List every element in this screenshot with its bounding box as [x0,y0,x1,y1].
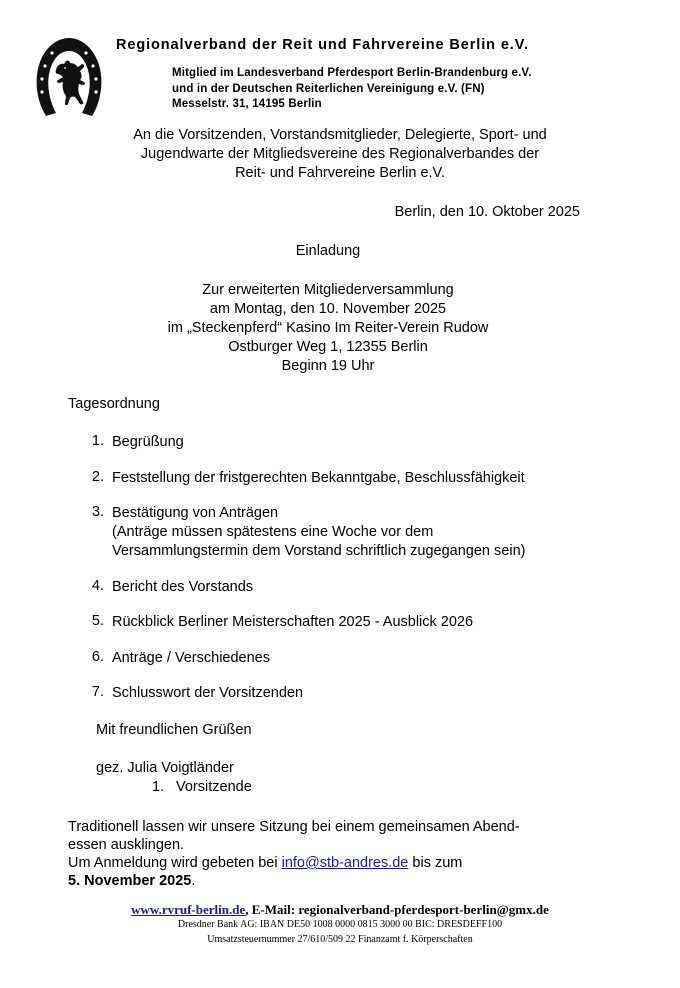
agenda-item: Anträge / Verschiedenes [112,650,270,666]
footer-bank-details: Dresdner Bank AG: IBAN DE50 1008 0000 0815 3000 00 BIC: DRESDEFF100 [177,919,503,930]
membership-line-1: Mitglied im Landesverband Pferdesport Berlin-Brandenburg e.V. [172,67,532,79]
registration-prefix: Um Anmeldung wird gebeten bei [68,855,278,871]
website-link[interactable]: www.rvruf-berlin.de [131,902,246,917]
signature-role-number: 1. [152,779,165,795]
dinner-note [68,818,520,890]
signature-role: Vorsitzende [176,779,252,795]
meeting-detail-line: Beginn 19 Uhr [281,358,375,374]
agenda-item: Rückblick Berliner Meisterschaften 2025 - Ausblick 2026 [112,614,474,630]
footer-tax-number: Umsatzsteuernummer 27/610/509 22 Finanzamt f. Körperschaften [207,934,473,945]
footer-email: , E-Mail: regionalverband-pferdesport-berlin@gmx.de [245,902,549,917]
meeting-detail-line: Ostburger Weg 1, 12355 Berlin [228,339,428,355]
meeting-detail-line: Zur erweiterten Mitgliederversammlung [202,282,454,298]
registration-email-link[interactable]: info@stb-andres.de [281,855,409,871]
agenda-number: 5. [91,613,104,629]
agenda-item: Begrüßung [112,434,184,450]
meeting-detail-line: im „Steckenpferd“ Kasino Im Reiter-Verein Rudow [167,320,489,336]
deadline-period: . [191,873,196,889]
agenda-number: 6. [91,649,104,665]
dinner-note-line: Traditionell lassen wir unsere Sitzung bei einem gemeinsamen Abend- [68,819,520,835]
agenda-item: Schlusswort der Vorsitzenden [112,685,304,701]
invitation-title: Einladung [295,243,361,259]
agenda-item: Bericht des Vorstands [112,579,254,595]
agenda-item [112,504,525,561]
agenda-number: 3. [91,504,104,520]
membership-line-2: und in der Deutschen Reiterlichen Vereinigung e.V. (FN) [172,83,485,95]
organization-name: Regionalverband der Reit und Fahrvereine Berlin e.V. [116,37,529,53]
addressee-line: Jugendwarte der Mitgliedsvereine des Regionalverbandes der [140,146,540,162]
letter-date: Berlin, den 10. Oktober 2025 [394,204,580,220]
meeting-detail-line: am Montag, den 10. November 2025 [209,301,447,317]
agenda-number: 1. [91,433,104,449]
agenda-number: 2. [91,469,104,485]
agenda-item-note: Versammlungstermin dem Vorstand schriftlich zugegangen sein) [112,543,526,559]
agenda-heading: Tagesordnung [68,396,160,412]
addressee-block [0,126,680,183]
registration-line [68,854,520,872]
berlin-bear-horseshoe-logo [32,34,106,122]
dinner-note-line: essen ausklingen. [68,837,185,853]
agenda-item: Feststellung der fristgerechten Bekanntgabe, Beschlussfähigkeit [112,470,525,486]
deadline-line [68,872,520,890]
registration-deadline: 5. November 2025 [68,873,192,889]
meeting-details [0,281,656,376]
footer-contact [0,902,680,918]
agenda-number: 7. [91,684,104,700]
signature-name: gez. Julia Voigtländer [96,760,234,776]
agenda-item-note: (Anträge müssen spätestens eine Woche vor dem [112,524,434,540]
addressee-line: Reit- und Fahrvereine Berlin e.V. [235,165,445,181]
agenda-number: 4. [91,578,104,594]
registration-suffix: bis zum [412,855,463,871]
organization-address: Messelstr. 31, 14195 Berlin [172,98,322,110]
addressee-line: An die Vorsitzenden, Vorstandsmitglieder, Delegierte, Sport- und [133,127,547,143]
closing-greeting: Mit freundlichen Grüßen [96,722,252,738]
agenda-item-line: Bestätigung von Anträgen [112,505,279,521]
